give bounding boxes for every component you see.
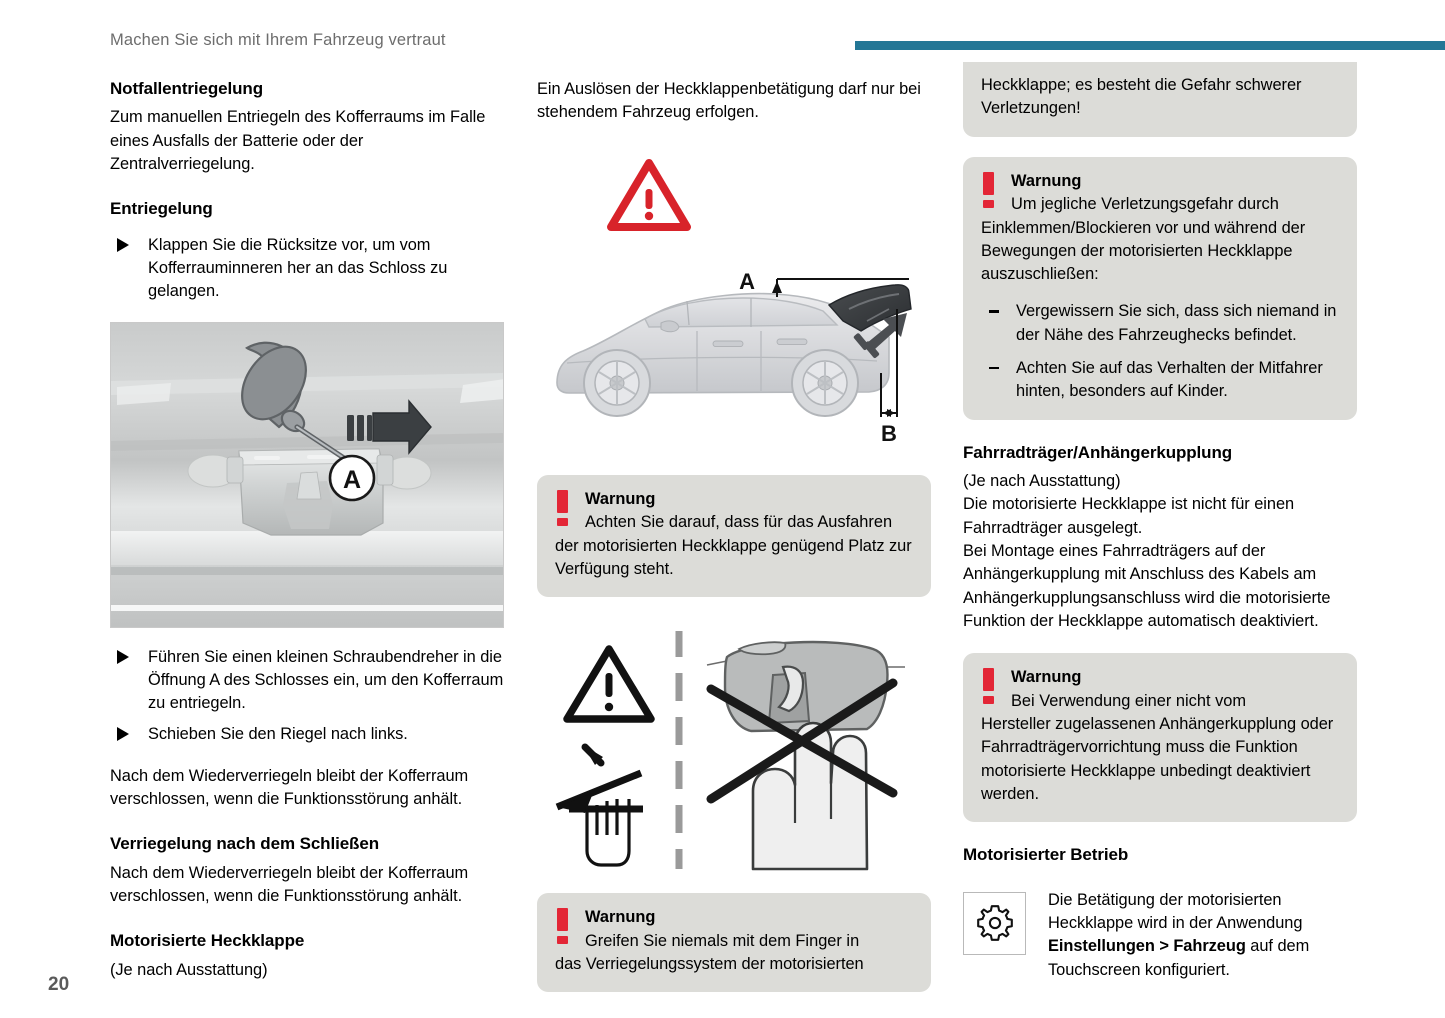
black-warning-triangle-icon [567,649,651,719]
warning-exclamation-icon [983,172,994,208]
heading-fahrradtraeger: Fahrradträger/Anhängerkupplung [963,442,1233,462]
list-item-label: Führen Sie einen kleinen Schraubendreher in die Öffnung A des Schlosses ein, um den Kofferraum zu entriegeln. [148,647,504,713]
triangle-bullet-icon [117,650,129,664]
paragraph-after-unlock: Nach dem Wiederverriegeln bleibt der Kofferraum verschlossen, wenn die Funktionsstörung anhält. [110,766,469,809]
warning-box-einklemmen [963,157,1357,420]
page-header [0,0,1445,58]
warning-header [555,907,913,953]
warning-title: Warnung [585,908,656,927]
list-entriegelung-steps-2 [110,646,504,746]
paragraph-verriegelung: Nach dem Wiederverriegeln bleibt der Kofferraum verschlossen, wenn die Funktionsstörung anhält. [110,863,469,906]
list-entriegelung-steps-1 [110,234,504,304]
warning-body: Hersteller zugelassenen Anhängerkupplung oder Fahrradträgervorrichtung muss die Funktion motorisierte Heckklappe unbedingt deaktiviert werden. [981,715,1334,803]
paragraph-ausstattung: (Je nach Ausstattung) [110,960,268,979]
dimension-label-a: A [739,268,755,294]
page-number: 20 [48,974,70,995]
paragraph-fahrradtraeger-2: Bei Montage eines Fahrradträgers auf der Anhängerkupplung mit Anschluss des Kabels am Anhängerkupplungsanschluss wird die motorisierte Funktion der Heckklappe automatisch deaktiviert. [963,541,1331,630]
list-item [110,646,504,716]
pinch-hazard-icon [557,745,643,865]
warning-title: Warnung [1011,668,1082,687]
heading-verriegelung-nach-schliessen: Verriegelung nach dem Schließen [110,834,379,854]
red-warning-triangle-icon [537,155,931,233]
warning-header [981,171,1339,217]
warning-header [981,667,1339,713]
settings-path-bold: Einstellungen > Fahrzeug [1048,937,1246,956]
warning-box-finger [537,893,931,992]
trunk-lock-illustration [111,323,504,628]
list-item-label: Klappen Sie die Rücksitze vor, um vom Kofferrauminneren her an das Schloss zu gelangen. [148,235,448,301]
list-item [981,300,1339,347]
heading-entriegelung: Entriegelung [110,199,213,219]
gear-icon-frame [963,892,1026,955]
figure-finger-warning [537,623,931,873]
list-item [110,234,504,304]
settings-note-part2: auf dem Touchscreen konfiguriert. [1048,937,1310,979]
column-right [963,62,1357,982]
paragraph-ausloesen: Ein Auslösen der Heckklappenbetätigung darf nur bei stehendem Fahrzeug erfolgen. [537,80,921,122]
settings-note-row [963,889,1357,982]
list-item-label: Vergewissern Sie sich, dass sich niemand in der Nähe des Fahrzeughecks befindet. [1016,302,1337,344]
running-header-title: Machen Sie sich mit Ihrem Fahrzeug vertraut [110,31,446,49]
settings-note-part1: Die Betätigung der motorisierten Heckklappe wird in der Anwendung [1048,890,1303,933]
triangle-bullet-icon [117,238,129,252]
warning-exclamation-icon [557,908,568,944]
warning-exclamation-icon [983,668,994,704]
svg-text:A: A [342,465,362,494]
heading-motorisierter-betrieb: Motorisierter Betrieb [963,845,1129,865]
heading-notfallentriegelung: Notfallentriegelung [110,79,263,98]
warning-title: Warnung [585,489,656,508]
warning-bullet-list [981,300,1339,403]
figure-vehicle-clearance [537,265,931,455]
settings-note-text [1048,889,1357,982]
paragraph-notfallentriegelung: Zum manuellen Entriegeln des Kofferraums im Falle eines Ausfalls der Batterie oder der Zentralverriegelung. [110,108,486,174]
warning-first-line: Greifen Sie niemals mit dem Finger in [585,931,860,950]
figure-trunk-lock-photo [110,322,504,628]
warning-box-ausfahren [537,475,931,598]
figure-red-warning-triangle [537,155,931,233]
warning-box-continued [963,62,1357,137]
column-left [110,78,504,982]
finger-warning-illustration [537,623,931,873]
warning-first-line: Bei Verwendung einer nicht vom [1011,691,1247,710]
list-item-label: Schieben Sie den Riegel nach links. [148,724,408,743]
warning-body: Einklemmen/Blockieren vor und während der Bewegungen der motorisierten Heckklappe auszuschließen: [981,218,1306,284]
warning-first-line: Um jegliche Verletzungsgefahr durch [1011,195,1279,214]
warning-body: der motorisierten Heckklappe genügend Platz zur Verfügung steht. [555,536,912,578]
warning-box-anhaengerkupplung [963,653,1357,822]
header-accent-rule [855,41,1445,50]
dash-bullet-icon [989,367,999,369]
dash-bullet-icon [989,310,999,312]
list-item-label: Achten Sie auf das Verhalten der Mitfahrer hinten, besonders auf Kinder. [1016,359,1323,401]
list-item [110,723,504,746]
paragraph-ausstattung: (Je nach Ausstattung) [963,472,1121,491]
gear-icon [974,902,1016,944]
warning-first-line: Achten Sie darauf, dass für das Ausfahren [585,513,893,532]
heading-motorisierte-heckklappe: Motorisierte Heckklappe [110,931,305,951]
paragraph-fahrradtraeger-1: Die motorisierte Heckklappe ist nicht für einen Fahrradträger ausgelegt. [963,495,1295,537]
warning-header [555,489,913,535]
warning-title: Warnung [1011,171,1082,190]
list-item [981,357,1339,404]
warning-continued-text: Heckklappe; es besteht die Gefahr schwerer Verletzungen! [981,76,1302,118]
vehicle-side-illustration [537,265,931,455]
column-middle [537,78,931,992]
warning-exclamation-icon [557,490,568,526]
triangle-bullet-icon [117,727,129,741]
dimension-label-b: B [881,420,897,446]
warning-body: das Verriegelungssystem der motorisierten [555,955,864,974]
